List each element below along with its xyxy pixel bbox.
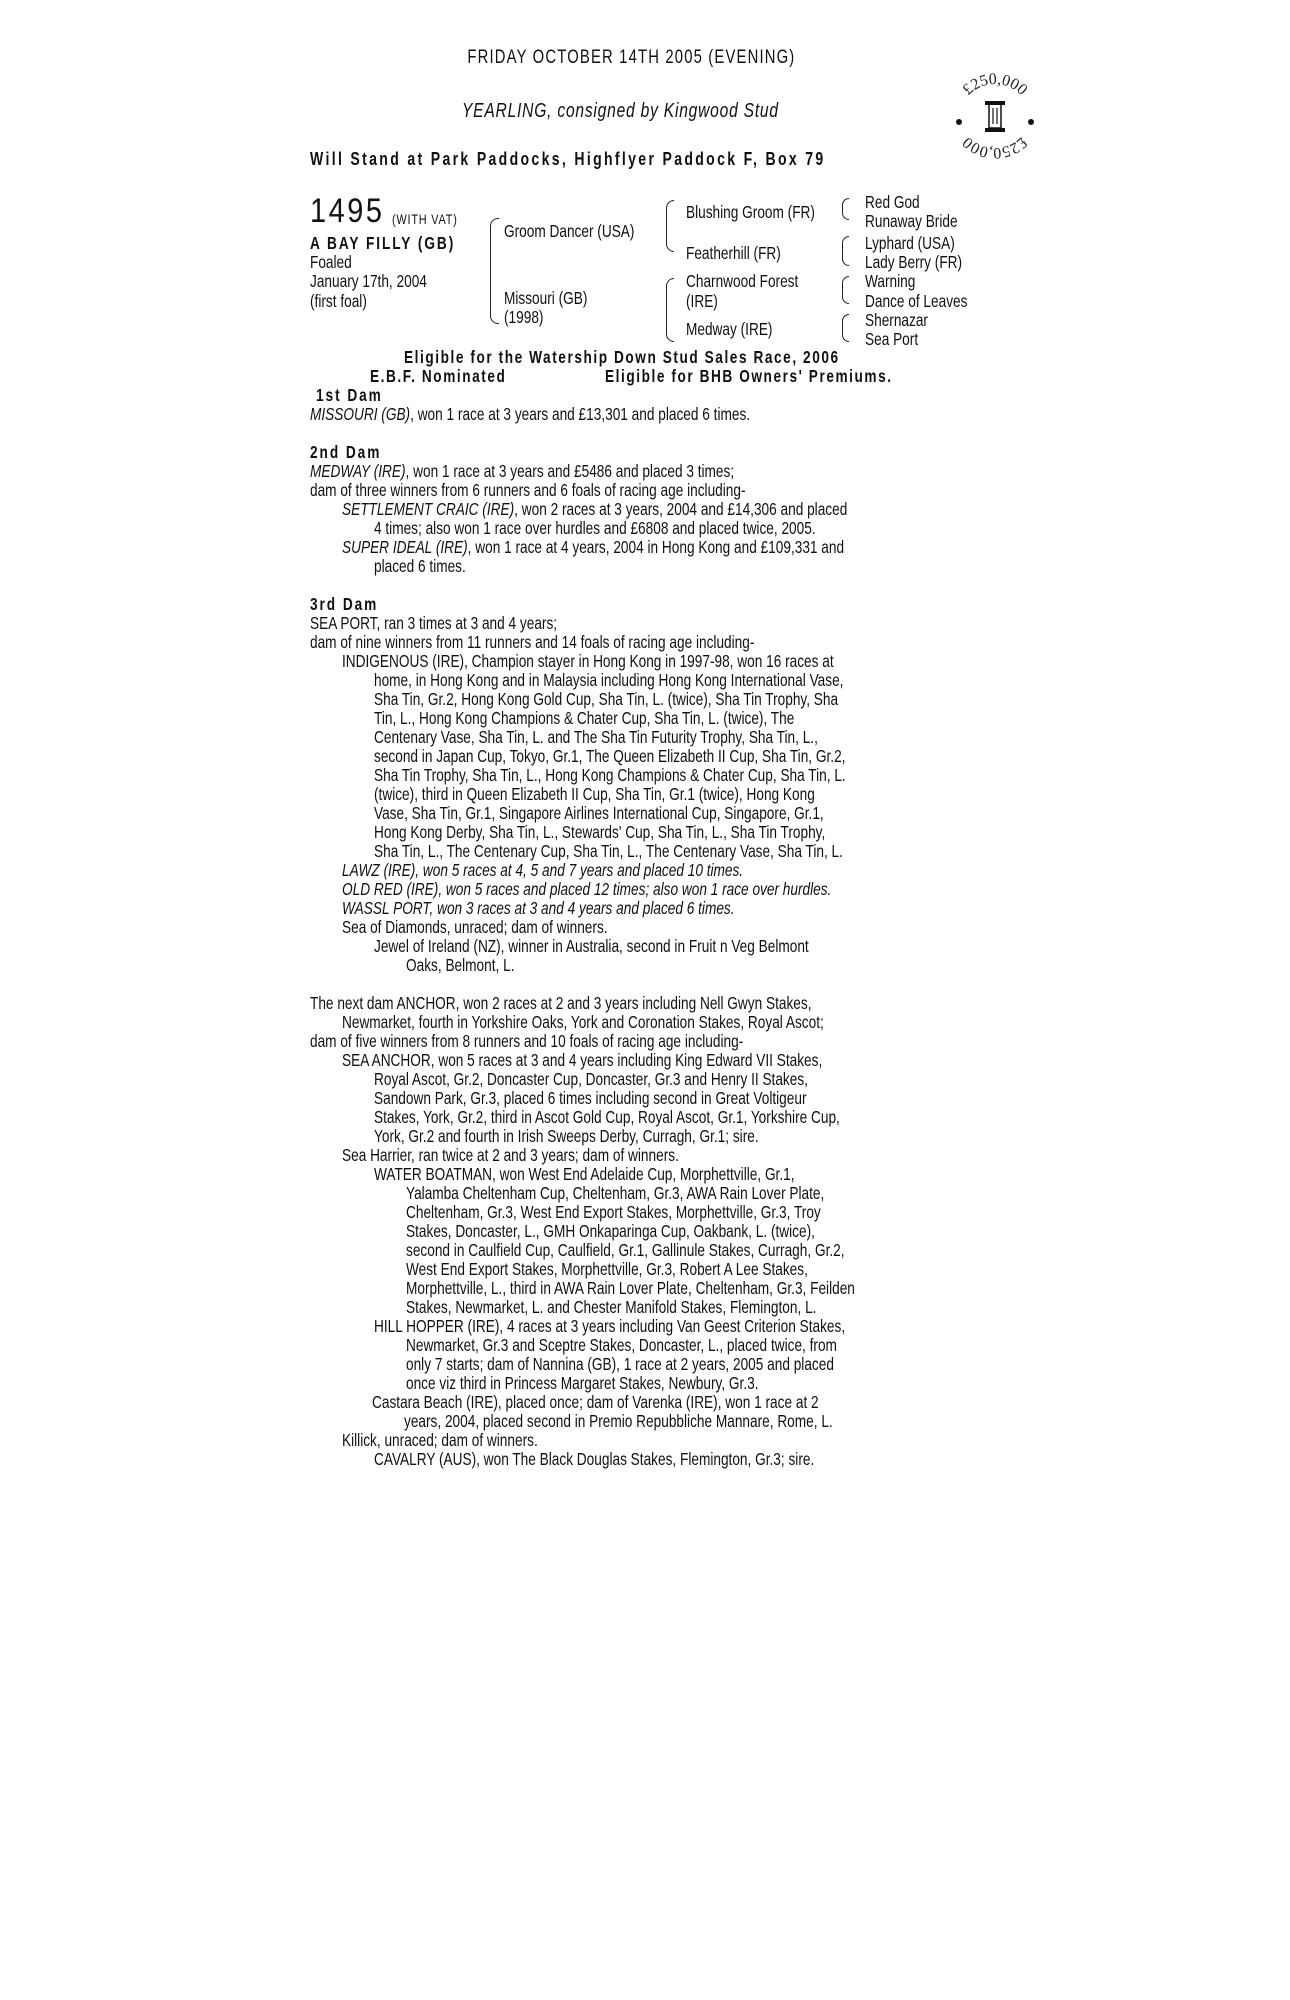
second-dam-name: MEDWAY (IRE) <box>310 461 406 481</box>
first-foal-note: (first foal) <box>310 291 367 311</box>
indigenous-line: Centenary Vase, Sha Tin, L. and The Sha Tin Futurity Trophy, Sha Tin, L., <box>374 727 818 747</box>
second-dam-heading: 2nd Dam <box>310 442 382 462</box>
water-boatman-line: Yalamba Cheltenham Cup, Cheltenham, Gr.3, AWA Rain Lover Plate, <box>406 1183 825 1203</box>
indigenous-line: (twice), third in Queen Elizabeth II Cup, Sha Tin, Gr.1 (twice), Hong Kong <box>374 784 815 804</box>
price-seal-stamp <box>945 68 1045 168</box>
water-boatman-line: Morphettville, L., third in AWA Rain Lover Plate, Cheltenham, Gr.3, Feilden <box>406 1278 855 1298</box>
sea-anchor-line: Royal Ascot, Gr.2, Doncaster Cup, Doncaster, Gr.3 and Henry II Stakes, <box>374 1069 808 1089</box>
killick-entry: Killick, unraced; dam of winners. <box>342 1430 538 1450</box>
gen3-name: Dance of Leaves <box>865 291 968 311</box>
gen3-name: Sea Port <box>865 329 919 349</box>
lot-number: 1495 <box>310 192 385 230</box>
dam-sire: Charnwood Forest <box>686 271 799 291</box>
hill-hopper-line: HILL HOPPER (IRE), 4 races at 3 years including Van Geest Criterion Stakes, <box>374 1316 846 1336</box>
foaled-label: Foaled <box>310 252 352 272</box>
hill-hopper-line: Newmarket, Gr.3 and Sceptre Stakes, Doncaster, L., placed twice, from <box>406 1335 837 1355</box>
third-dam-heading: 3rd Dam <box>310 594 379 614</box>
horse-name: SETTLEMENT CRAIC (IRE) <box>342 499 515 519</box>
water-boatman-line: WATER BOATMAN, won West End Adelaide Cup, Morphettville, Gr.1, <box>374 1164 795 1184</box>
indigenous-line-0: INDIGENOUS (IRE), Champion stayer in Hong Kong in 1997-98, won 16 races at <box>342 651 834 671</box>
bhb-note: Eligible for BHB Owners' Premiums. <box>605 366 893 386</box>
indigenous-line: home, in Hong Kong and in Malaysia including Hong Kong International Vase, <box>374 670 844 690</box>
cavalry-entry: CAVALRY (AUS), won The Black Douglas Stakes, Flemington, Gr.3; sire. <box>374 1449 815 1469</box>
produce-continuation: 4 times; also won 1 race over hurdles and £6808 and placed twice, 2005. <box>374 518 816 538</box>
second-dam-produce: dam of three winners from 6 runners and 6 foals of racing age including- <box>310 480 746 500</box>
sire-sire: Blushing Groom (FR) <box>686 202 815 222</box>
indigenous-line: second in Japan Cup, Tokyo, Gr.1, The Queen Elizabeth II Cup, Sha Tin, Gr.2, <box>374 746 846 766</box>
gen3-name: Lady Berry (FR) <box>865 252 963 272</box>
consignor-line: YEARLING, consigned by Kingwood Stud <box>462 100 779 122</box>
indigenous-line: Vase, Sha Tin, Gr.1, Singapore Airlines International Cup, Singapore, Gr.1, <box>374 803 824 823</box>
next-dam-produce: dam of five winners from 8 runners and 10 foals of racing age including- <box>310 1031 744 1051</box>
first-dam-record <box>310 405 750 424</box>
indigenous-line: Hong Kong Derby, Sha Tin, L., Stewards' Cup, Sha Tin, L., Sha Tin Trophy, <box>374 822 826 842</box>
water-boatman-line: Cheltenham, Gr.3, West End Export Stakes, Morphettville, Gr.3, Troy <box>406 1202 821 1222</box>
hill-hopper-line: once viz third in Princess Margaret Stakes, Newbury, Gr.3. <box>406 1373 759 1393</box>
sire-name: Groom Dancer (USA) <box>504 221 635 241</box>
water-boatman-line: Stakes, Newmarket, L. and Chester Manifold Stakes, Flemington, L. <box>406 1297 817 1317</box>
jewel-of-ireland-entry: Jewel of Ireland (NZ), winner in Australia, second in Fruit n Veg Belmont <box>374 936 809 956</box>
indigenous-line: Sha Tin Trophy, Sha Tin, L., Hong Kong Champions & Chater Cup, Sha Tin, L. <box>374 765 846 785</box>
pedigree-brace <box>842 198 849 220</box>
wassl-port-entry: WASSL PORT, won 3 races at 3 and 4 years and placed 6 times. <box>342 898 735 918</box>
next-dam-line: Newmarket, fourth in Yorkshire Oaks, York and Coronation Stakes, Royal Ascot; <box>342 1012 824 1032</box>
sea-anchor-line: Sandown Park, Gr.3, placed 6 times including second in Great Voltigeur <box>374 1088 807 1108</box>
sale-date: FRIDAY OCTOBER 14TH 2005 (EVENING) <box>467 47 796 68</box>
horse-name: SUPER IDEAL (IRE) <box>342 537 468 557</box>
dam-dam: Medway (IRE) <box>686 319 773 339</box>
vat-note: (WITH VAT) <box>392 211 458 227</box>
svg-text:£250,000: £250,000 <box>959 133 1031 162</box>
sea-anchor-line: SEA ANCHOR, won 5 races at 3 and 4 years including King Edward VII Stakes, <box>342 1050 823 1070</box>
produce-entry <box>342 538 844 557</box>
dam-year: (1998) <box>504 307 544 327</box>
castara-beach-line: Castara Beach (IRE), placed once; dam of Varenka (IRE), won 1 race at 2 <box>372 1392 819 1412</box>
second-dam-details: , won 1 race at 3 years and £5486 and placed 3 times; <box>405 461 735 481</box>
first-dam-details: , won 1 race at 3 years and £13,301 and placed 6 times. <box>410 404 751 424</box>
first-dam-heading: 1st Dam <box>316 385 383 405</box>
ebf-note: E.B.F. Nominated <box>370 366 507 386</box>
sea-harrier-entry: Sea Harrier, ran twice at 2 and 3 years; dam of winners. <box>342 1145 679 1165</box>
jewel-of-ireland-continuation: Oaks, Belmont, L. <box>406 955 515 975</box>
gen3-name: Runaway Bride <box>865 211 958 231</box>
pedigree-brace <box>666 200 674 252</box>
hill-hopper-line: only 7 starts; dam of Nannina (GB), 1 race at 2 years, 2005 and placed <box>406 1354 834 1374</box>
sea-of-diamonds-entry: Sea of Diamonds, unraced; dam of winners. <box>342 917 608 937</box>
next-dam-line: The next dam ANCHOR, won 2 races at 2 and 3 years including Nell Gwyn Stakes, <box>310 993 812 1013</box>
sea-anchor-line: Stakes, York, Gr.2, third in Ascot Gold Cup, Royal Ascot, Gr.1, Yorkshire Cup, <box>374 1107 840 1127</box>
svg-text:£250,000: £250,000 <box>959 70 1031 99</box>
pedigree-brace <box>842 314 849 342</box>
indigenous-line: Sha Tin, Gr.2, Hong Kong Gold Cup, Sha Tin, L. (twice), Sha Tin Trophy, Sha <box>374 689 839 709</box>
gen3-name: Lyphard (USA) <box>865 233 955 253</box>
gen3-name: Warning <box>865 271 916 291</box>
sales-race-note: Eligible for the Watership Down Stud Sales Race, 2006 <box>404 347 840 367</box>
water-boatman-line: Stakes, Doncaster, L., GMH Onkaparinga Cup, Oakbank, L. (twice), <box>406 1221 815 1241</box>
lot-title: A BAY FILLY (GB) <box>310 233 456 253</box>
dam-name: Missouri (GB) <box>504 288 588 308</box>
pedigree-brace <box>842 276 849 304</box>
second-dam-record <box>310 462 734 481</box>
sea-anchor-line: York, Gr.2 and fourth in Irish Sweeps Derby, Curragh, Gr.1; sire. <box>374 1126 759 1146</box>
third-dam-produce: dam of nine winners from 11 runners and 14 foals of racing age including- <box>310 632 755 652</box>
lawz-entry: LAWZ (IRE), won 5 races at 4, 5 and 7 years and placed 10 times. <box>342 860 744 880</box>
sire-dam: Featherhill (FR) <box>686 243 781 263</box>
dam-sire-suffix: (IRE) <box>686 291 718 311</box>
third-dam-record: SEA PORT, ran 3 times at 3 and 4 years; <box>310 613 558 633</box>
first-dam-name: MISSOURI (GB) <box>310 404 411 424</box>
gen3-name: Shernazar <box>865 310 928 330</box>
indigenous-line: Sha Tin, L., The Centenary Cup, Sha Tin, L., The Centenary Vase, Sha Tin, L. <box>374 841 843 861</box>
castara-beach-line: years, 2004, placed second in Premio Repubbliche Mannare, Rome, L. <box>404 1411 833 1431</box>
horse-details: , won 2 races at 3 years, 2004 and £14,306 and placed <box>514 499 848 519</box>
stand-location: Will Stand at Park Paddocks, Highflyer Paddock F, Box 79 <box>310 149 826 169</box>
horse-details: , won 1 race at 4 years, 2004 in Hong Kong and £109,331 and <box>467 537 845 557</box>
indigenous-line: Tin, L., Hong Kong Champions & Chater Cup, Sha Tin, L. (twice), The <box>374 708 795 728</box>
pedigree-brace <box>666 278 674 342</box>
pedigree-brace <box>842 236 849 266</box>
produce-entry <box>342 500 847 519</box>
foaled-date: January 17th, 2004 <box>310 271 427 291</box>
water-boatman-line: second in Caulfield Cup, Caulfield, Gr.1, Gallinule Stakes, Curragh, Gr.2, <box>406 1240 845 1260</box>
gen3-name: Red God <box>865 192 920 212</box>
old-red-entry: OLD RED (IRE), won 5 races and placed 12 times; also won 1 race over hurdles. <box>342 879 832 899</box>
pedigree-brace <box>490 218 499 324</box>
water-boatman-line: West End Export Stakes, Morphettville, Gr.3, Robert A Lee Stakes, <box>406 1259 808 1279</box>
produce-continuation: placed 6 times. <box>374 556 466 576</box>
